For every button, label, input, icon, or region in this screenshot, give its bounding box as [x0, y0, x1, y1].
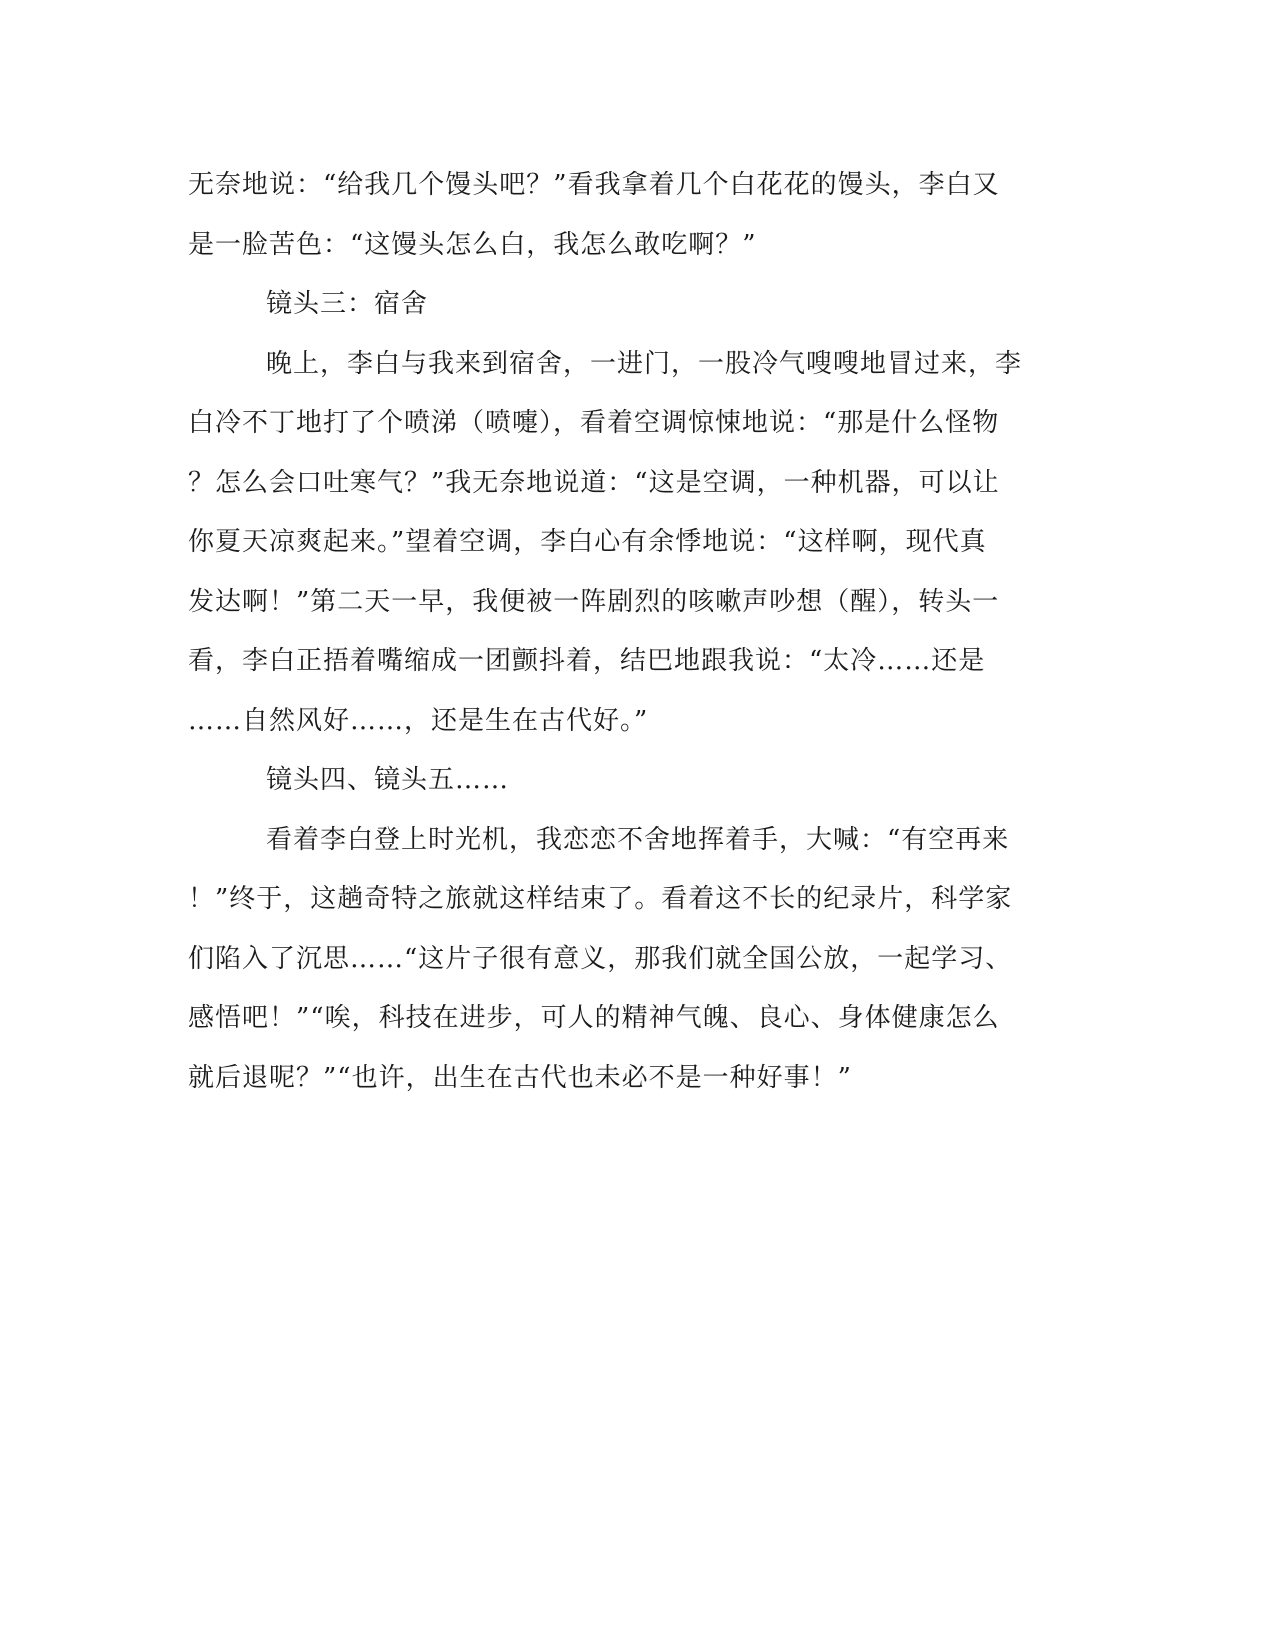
- text-line: 白冷不丁地打了个喷涕（喷嚏），看着空调惊悚地说：“那是什么怪物: [188, 408, 1000, 438]
- text-line: 们陷入了沉思……“这片子很有意义，那我们就全国公放，一起学习、: [188, 943, 1013, 974]
- text-line: 是一脸苦色：“这馒头怎么白，我怎么敢吃啊？”: [188, 229, 757, 260]
- section-heading: 镜头四、镜头五……: [266, 765, 510, 795]
- text-line: ……自然风好……，还是生在古代好。”: [188, 705, 649, 736]
- text-line: ？怎么会口吐寒气？”我无奈地说道：“这是空调，一种机器，可以让: [188, 467, 1000, 498]
- text-line: ！”终于，这趟奇特之旅就这样结束了。看着这不长的纪录片，科学家: [188, 884, 1013, 914]
- text-line: 看，李白正捂着嘴缩成一团颤抖着，结巴地跟我说：“太冷……还是: [188, 646, 986, 676]
- text-line: 发达啊！”第二天一早，我便被一阵剧烈的咳嗽声吵想（醒），转头一: [188, 586, 1000, 617]
- text-line: 你夏天凉爽起来。”望着空调，李白心有余悸地说：“这样啊，现代真: [188, 527, 987, 557]
- text-line: 就后退呢？”“也许，出生在古代也未必不是一种好事！”: [188, 1062, 852, 1093]
- body-text: [188, 156, 1078, 1108]
- text-line: 感悟吧！”“唉，科技在进步，可人的精神气魄、良心、身体健康怎么: [188, 1003, 1000, 1033]
- text-line: 晚上，李白与我来到宿舍，一进门，一股冷气嗖嗖地冒过来，李: [266, 348, 1023, 379]
- text-line: 看着李白登上时光机，我恋恋不舍地挥着手，大喊：“有空再来: [266, 824, 1010, 855]
- section-heading: 镜头三：宿舍: [266, 289, 429, 319]
- text-line: 无奈地说：“给我几个馒头吧？”看我拿着几个白花花的馒头，李白又: [188, 170, 1000, 200]
